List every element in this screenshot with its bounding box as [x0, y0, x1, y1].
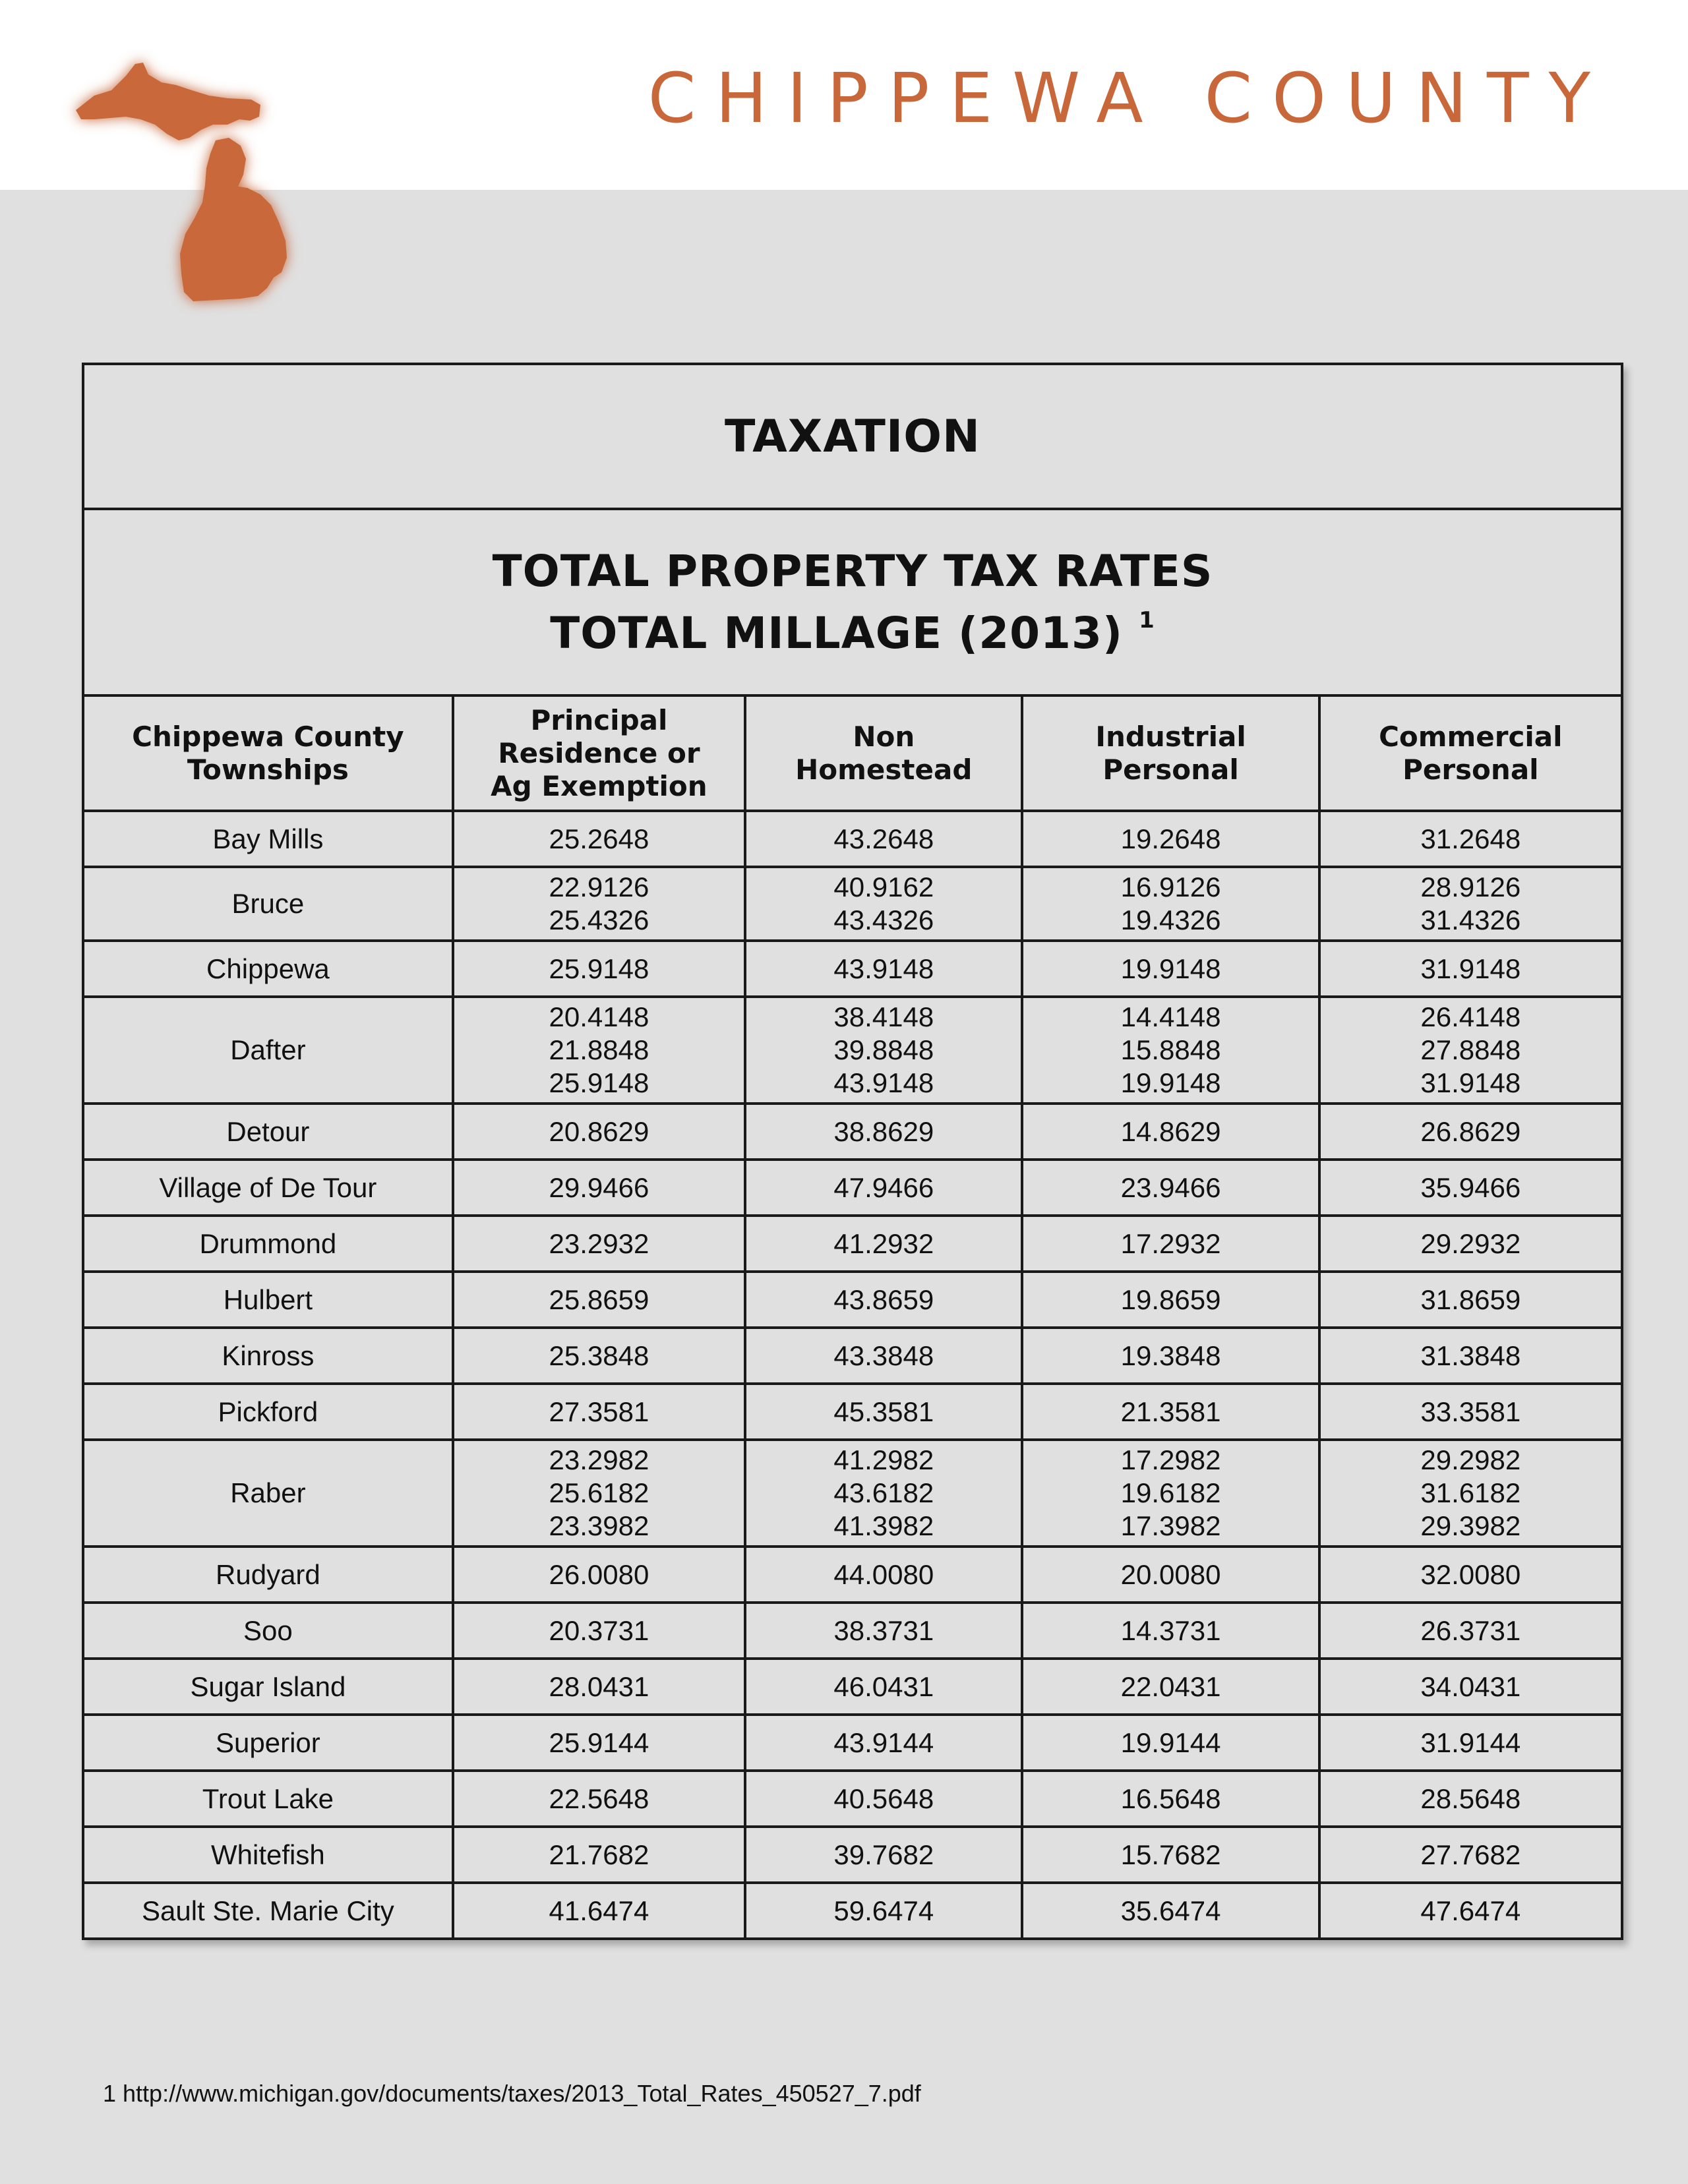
millage-value: 27.3581 [549, 1396, 649, 1427]
cell-non-homestead [745, 1603, 1022, 1659]
millage-value: 33.3581 [1420, 1396, 1521, 1427]
cell-principal-residence [453, 1104, 745, 1160]
column-header-industrial-personal [1022, 695, 1319, 811]
millage-value: 31.2648 [1420, 823, 1521, 854]
footnote-marker: 1 [1139, 606, 1155, 634]
cell-commercial-personal [1319, 1659, 1622, 1715]
cell-non-homestead [745, 867, 1022, 941]
cell-industrial-personal [1022, 811, 1319, 867]
cell-non-homestead [745, 1547, 1022, 1603]
township-name: Drummond [83, 1216, 453, 1272]
column-header-label: Industrial Personal [1095, 720, 1246, 786]
millage-value: 31.3848 [1420, 1340, 1521, 1371]
millage-value: 31.9144 [1420, 1727, 1521, 1758]
table-row [83, 1659, 1622, 1715]
footnote-source: 1 http://www.michigan.gov/documents/taxes/2013_Total_Rates_450527_7.pdf [103, 2080, 921, 2107]
millage-value: 22.9126 [549, 871, 649, 902]
millage-value: 43.8659 [833, 1284, 934, 1315]
millage-value: 43.2648 [833, 823, 934, 854]
subtitle-line-2-text: TOTAL MILLAGE (2013) [550, 607, 1124, 659]
column-header-label: Commercial Personal [1379, 720, 1563, 786]
cell-industrial-personal [1022, 1547, 1319, 1603]
cell-non-homestead [745, 1216, 1022, 1272]
cell-non-homestead [745, 1827, 1022, 1883]
cell-commercial-personal [1319, 1883, 1622, 1939]
taxation-title: TAXATION [725, 410, 980, 463]
millage-value: 43.4326 [833, 904, 934, 935]
cell-non-homestead [745, 1328, 1022, 1384]
millage-value: 19.2648 [1120, 823, 1221, 854]
millage-value: 26.4148 [1420, 1001, 1521, 1032]
column-header-label: Non Homestead [795, 720, 973, 786]
cell-non-homestead [745, 811, 1022, 867]
township-name: Pickford [83, 1384, 453, 1440]
table-row [83, 1883, 1622, 1939]
township-name: Raber [83, 1440, 453, 1547]
millage-value: 20.4148 [549, 1001, 649, 1032]
township-name: Village of De Tour [83, 1160, 453, 1216]
table-row [83, 867, 1622, 941]
millage-value: 38.3731 [833, 1614, 934, 1646]
cell-non-homestead [745, 941, 1022, 997]
cell-commercial-personal [1319, 1160, 1622, 1216]
michigan-map-icon [63, 56, 326, 313]
millage-value: 39.8848 [833, 1034, 934, 1065]
millage-value: 43.9144 [833, 1727, 934, 1758]
millage-value: 43.9148 [833, 1067, 934, 1098]
cell-industrial-personal [1022, 867, 1319, 941]
cell-industrial-personal [1022, 1827, 1319, 1883]
cell-principal-residence [453, 1272, 745, 1328]
column-header-townships [83, 695, 453, 811]
subtitle-line-1: TOTAL PROPERTY TAX RATES [492, 545, 1213, 597]
cell-non-homestead [745, 1272, 1022, 1328]
column-header-row [83, 695, 1622, 811]
township-name: Chippewa [83, 941, 453, 997]
township-name: Superior [83, 1715, 453, 1771]
millage-value: 17.2932 [1120, 1227, 1221, 1259]
millage-value: 31.9148 [1420, 1067, 1521, 1098]
millage-value: 35.6474 [1120, 1895, 1221, 1926]
millage-value: 38.8629 [833, 1115, 934, 1147]
millage-value: 34.0431 [1420, 1670, 1521, 1702]
millage-value: 16.5648 [1120, 1783, 1221, 1814]
millage-value: 44.0080 [833, 1558, 934, 1590]
millage-value: 41.2932 [833, 1227, 934, 1259]
millage-value: 28.5648 [1420, 1783, 1521, 1814]
millage-value: 15.7682 [1120, 1839, 1221, 1870]
millage-value: 23.2982 [549, 1444, 649, 1475]
cell-commercial-personal [1319, 1827, 1622, 1883]
cell-industrial-personal [1022, 1384, 1319, 1440]
millage-value: 25.9148 [549, 1067, 649, 1098]
millage-value: 19.8659 [1120, 1284, 1221, 1315]
township-name: Kinross [83, 1328, 453, 1384]
millage-value: 29.2982 [1420, 1444, 1521, 1475]
cell-principal-residence [453, 997, 745, 1104]
cell-principal-residence [453, 811, 745, 867]
table-row [83, 1827, 1622, 1883]
township-name: Detour [83, 1104, 453, 1160]
cell-principal-residence [453, 1384, 745, 1440]
millage-value: 31.6182 [1420, 1477, 1521, 1508]
cell-commercial-personal [1319, 1272, 1622, 1328]
cell-commercial-personal [1319, 867, 1622, 941]
millage-value: 25.4326 [549, 904, 649, 935]
cell-principal-residence [453, 1440, 745, 1547]
cell-principal-residence [453, 1603, 745, 1659]
column-header-label: Chippewa County Townships [132, 720, 404, 786]
county-title: CHIPPEWA COUNTY [648, 58, 1610, 138]
cell-commercial-personal [1319, 811, 1622, 867]
column-header-principal-residence [453, 695, 745, 811]
millage-value: 25.9148 [549, 953, 649, 984]
millage-value: 31.8659 [1420, 1284, 1521, 1315]
millage-value: 23.3982 [549, 1510, 649, 1541]
millage-value: 40.9162 [833, 871, 934, 902]
millage-value: 19.9144 [1120, 1727, 1221, 1758]
millage-value: 45.3581 [833, 1396, 934, 1427]
millage-value: 38.4148 [833, 1001, 934, 1032]
cell-non-homestead [745, 1771, 1022, 1827]
cell-principal-residence [453, 941, 745, 997]
millage-value: 31.9148 [1420, 953, 1521, 984]
millage-value: 29.2932 [1420, 1227, 1521, 1259]
cell-industrial-personal [1022, 1104, 1319, 1160]
table-row [83, 1384, 1622, 1440]
millage-value: 20.8629 [549, 1115, 649, 1147]
millage-value: 22.0431 [1120, 1670, 1221, 1702]
millage-value: 25.6182 [549, 1477, 649, 1508]
table-row [83, 1603, 1622, 1659]
cell-non-homestead [745, 997, 1022, 1104]
township-name: Soo [83, 1603, 453, 1659]
millage-value: 35.9466 [1420, 1171, 1521, 1203]
table-row [83, 1328, 1622, 1384]
township-name: Whitefish [83, 1827, 453, 1883]
cell-commercial-personal [1319, 1216, 1622, 1272]
millage-value: 43.9148 [833, 953, 934, 984]
cell-industrial-personal [1022, 1883, 1319, 1939]
cell-commercial-personal [1319, 1771, 1622, 1827]
millage-value: 25.2648 [549, 823, 649, 854]
cell-industrial-personal [1022, 1603, 1319, 1659]
township-name: Sugar Island [83, 1659, 453, 1715]
millage-value: 27.8848 [1420, 1034, 1521, 1065]
table-row [83, 1104, 1622, 1160]
table-row [83, 1771, 1622, 1827]
millage-value: 25.9144 [549, 1727, 649, 1758]
millage-value: 25.3848 [549, 1340, 649, 1371]
millage-value: 23.2932 [549, 1227, 649, 1259]
millage-value: 26.8629 [1420, 1115, 1521, 1147]
taxation-title-cell [83, 364, 1622, 509]
township-name: Hulbert [83, 1272, 453, 1328]
township-name: Bruce [83, 867, 453, 941]
cell-principal-residence [453, 1827, 745, 1883]
cell-industrial-personal [1022, 1659, 1319, 1715]
millage-value: 39.7682 [833, 1839, 934, 1870]
millage-value: 21.8848 [549, 1034, 649, 1065]
cell-principal-residence [453, 1715, 745, 1771]
millage-value: 22.5648 [549, 1783, 649, 1814]
township-name: Trout Lake [83, 1771, 453, 1827]
millage-value: 14.4148 [1120, 1001, 1221, 1032]
millage-value: 26.3731 [1420, 1614, 1521, 1646]
millage-value: 23.9466 [1120, 1171, 1221, 1203]
millage-value: 41.3982 [833, 1510, 934, 1541]
table-row [83, 1440, 1622, 1547]
table-row [83, 1272, 1622, 1328]
millage-value: 43.6182 [833, 1477, 934, 1508]
millage-value: 46.0431 [833, 1670, 934, 1702]
cell-industrial-personal [1022, 1440, 1319, 1547]
millage-value: 21.3581 [1120, 1396, 1221, 1427]
cell-industrial-personal [1022, 997, 1319, 1104]
cell-non-homestead [745, 1440, 1022, 1547]
table-row [83, 1547, 1622, 1603]
cell-non-homestead [745, 1160, 1022, 1216]
table-row [83, 1160, 1622, 1216]
table-row [83, 941, 1622, 997]
millage-value: 15.8848 [1120, 1034, 1221, 1065]
millage-value: 19.4326 [1120, 904, 1221, 935]
millage-value: 40.5648 [833, 1783, 934, 1814]
millage-value: 27.7682 [1420, 1839, 1521, 1870]
millage-value: 41.2982 [833, 1444, 934, 1475]
millage-value: 32.0080 [1420, 1558, 1521, 1590]
millage-value: 31.4326 [1420, 904, 1521, 935]
cell-principal-residence [453, 1771, 745, 1827]
millage-value: 19.9148 [1120, 953, 1221, 984]
millage-value: 47.9466 [833, 1171, 934, 1203]
millage-value: 41.6474 [549, 1895, 649, 1926]
cell-principal-residence [453, 867, 745, 941]
millage-value: 19.3848 [1120, 1340, 1221, 1371]
millage-value: 20.3731 [549, 1614, 649, 1646]
cell-commercial-personal [1319, 1328, 1622, 1384]
cell-non-homestead [745, 1715, 1022, 1771]
millage-value: 19.6182 [1120, 1477, 1221, 1508]
cell-non-homestead [745, 1883, 1022, 1939]
cell-commercial-personal [1319, 1440, 1622, 1547]
millage-value: 17.2982 [1120, 1444, 1221, 1475]
cell-industrial-personal [1022, 1272, 1319, 1328]
cell-principal-residence [453, 1883, 745, 1939]
cell-principal-residence [453, 1659, 745, 1715]
cell-commercial-personal [1319, 1715, 1622, 1771]
millage-value: 47.6474 [1420, 1895, 1521, 1926]
millage-value: 17.3982 [1120, 1510, 1221, 1541]
column-header-label: Principal Residence or Ag Exemption [491, 703, 708, 802]
cell-commercial-personal [1319, 1547, 1622, 1603]
cell-industrial-personal [1022, 1216, 1319, 1272]
cell-commercial-personal [1319, 1603, 1622, 1659]
millage-value: 26.0080 [549, 1558, 649, 1590]
cell-commercial-personal [1319, 1104, 1622, 1160]
cell-principal-residence [453, 1160, 745, 1216]
cell-principal-residence [453, 1547, 745, 1603]
subtitle-cell [83, 509, 1622, 695]
millage-value: 19.9148 [1120, 1067, 1221, 1098]
cell-principal-residence [453, 1216, 745, 1272]
cell-commercial-personal [1319, 941, 1622, 997]
millage-value: 28.9126 [1420, 871, 1521, 902]
millage-value: 14.8629 [1120, 1115, 1221, 1147]
township-name: Dafter [83, 997, 453, 1104]
cell-commercial-personal [1319, 997, 1622, 1104]
cell-non-homestead [745, 1659, 1022, 1715]
table-row [83, 811, 1622, 867]
cell-non-homestead [745, 1104, 1022, 1160]
cell-industrial-personal [1022, 1160, 1319, 1216]
cell-industrial-personal [1022, 1771, 1319, 1827]
millage-value: 21.7682 [549, 1839, 649, 1870]
cell-commercial-personal [1319, 1384, 1622, 1440]
millage-value: 14.3731 [1120, 1614, 1221, 1646]
column-header-commercial-personal [1319, 695, 1622, 811]
millage-value: 29.3982 [1420, 1510, 1521, 1541]
millage-value: 43.3848 [833, 1340, 934, 1371]
cell-industrial-personal [1022, 941, 1319, 997]
subtitle-line-2 [84, 599, 1621, 661]
column-header-non-homestead [745, 695, 1022, 811]
cell-industrial-personal [1022, 1328, 1319, 1384]
table-row [83, 997, 1622, 1104]
cell-non-homestead [745, 1384, 1022, 1440]
millage-value: 29.9466 [549, 1171, 649, 1203]
cell-industrial-personal [1022, 1715, 1319, 1771]
millage-value: 20.0080 [1120, 1558, 1221, 1590]
township-name: Bay Mills [83, 811, 453, 867]
millage-value: 28.0431 [549, 1670, 649, 1702]
tax-rates-table [82, 363, 1623, 1940]
table-row [83, 1715, 1622, 1771]
millage-value: 59.6474 [833, 1895, 934, 1926]
table-row [83, 1216, 1622, 1272]
cell-principal-residence [453, 1328, 745, 1384]
township-name: Sault Ste. Marie City [83, 1883, 453, 1939]
millage-value: 25.8659 [549, 1284, 649, 1315]
millage-value: 16.9126 [1120, 871, 1221, 902]
township-name: Rudyard [83, 1547, 453, 1603]
